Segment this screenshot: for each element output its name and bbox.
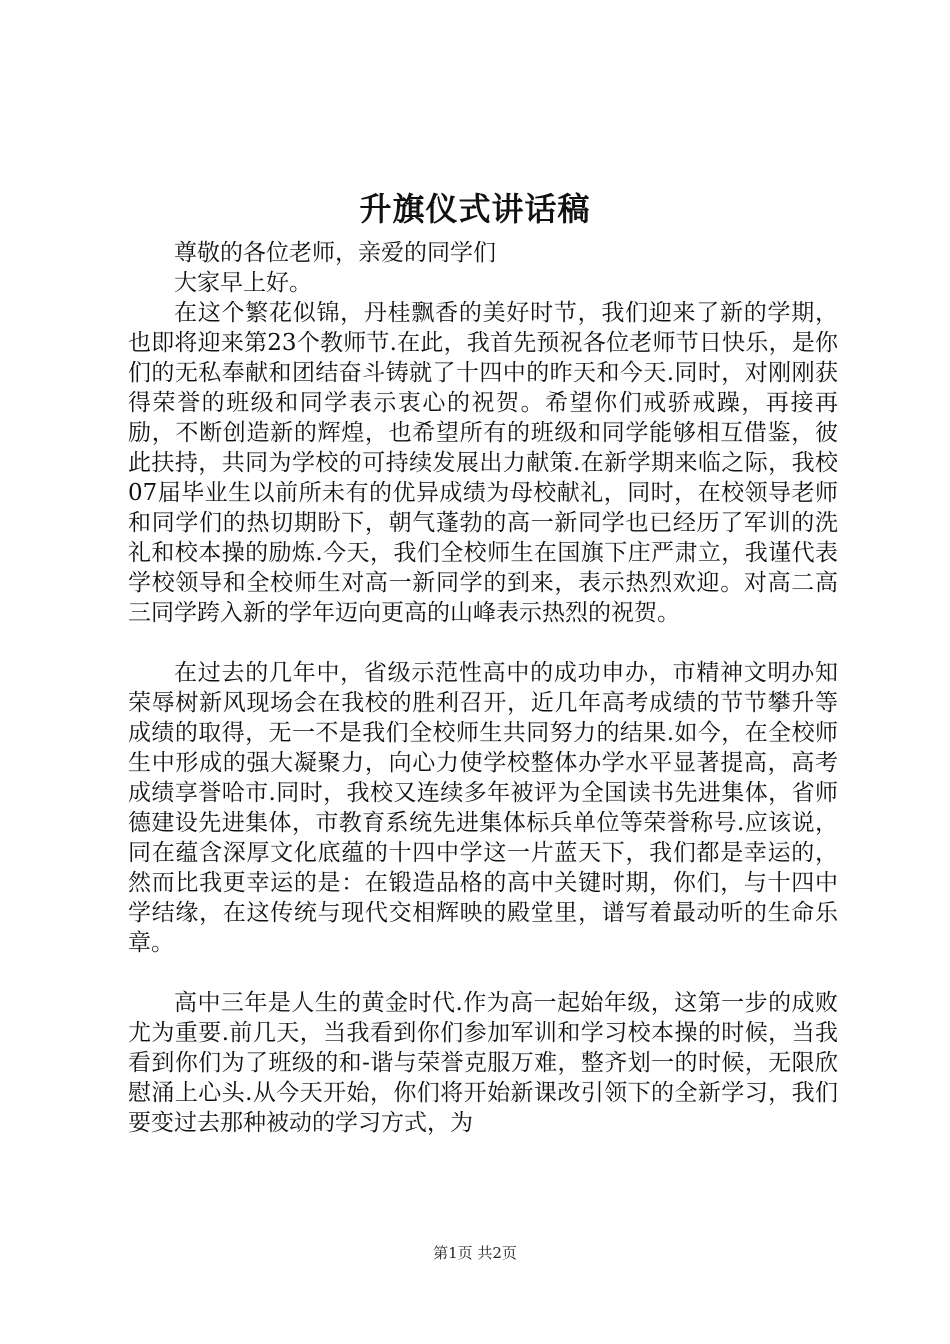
document-body bbox=[128, 238, 838, 1138]
page-footer: 第1页 共2页 bbox=[433, 1244, 517, 1262]
greeting: 大家早上好。 bbox=[174, 270, 312, 296]
salutation: 尊敬的各位老师，亲爱的同学们 bbox=[174, 240, 496, 266]
paragraph-2: 在过去的几年中，省级示范性高中的成功申办，市精神文明办知荣辱树新风现场会在我校的胜利召开，近几年高考成绩的节节攀升等成绩的取得，无一不是我们全校师生共同努力的结果.如今，在全校师生中形成的强大凝聚力，向心力使学校整体办学水平显著提高，高考成绩享誉哈市.同时，我校又连续多年被评为全国读书先进集体，省师德建设先进集体，市教育系统先进集体标兵单位等荣誉称号.应该说，同在蕴含深厚文化底蕴的十四中学这一片蓝天下，我们都是幸运的，然而比我更幸运的是：在锻造品格的高中关键时期，你们，与十四中学结缘，在这传统与现代交相辉映的殿堂里，谱写着最动听的生命乐章。 bbox=[128, 660, 838, 956]
paragraph-3: 高中三年是人生的黄金时代.作为高一起始年级，这第一步的成败尤为重要.前几天，当我看到你们参加军训和学习校本操的时候，当我看到你们为了班级的和-谐与荣誉克服万难，整齐划一的时候，无限欣慰涌上心头.从今天开始，你们将开始新课改引领下的全新学习，我们要变过去那种被动的学习方式，为 bbox=[128, 990, 838, 1136]
paragraph-1: 在这个繁花似锦，丹桂飘香的美好时节，我们迎来了新的学期，也即将迎来第23个教师节.在此，我首先预祝各位老师节日快乐，是你们的无私奉献和团结奋斗铸就了十四中的昨天和今天.同时，对刚刚获得荣誉的班级和同学表示衷心的祝贺。希望你们戒骄戒躁，再接再励，不断创造新的辉煌，也希望所有的班级和同学能够相互借鉴，彼此扶持，共同为学校的可持续发展出力献策.在新学期来临之际，我校07届毕业生以前所未有的优异成绩为母校献礼，同时，在校领导老师和同学们的热切期盼下，朝气蓬勃的高一新同学也已经历了军训的洗礼和校本操的励炼.今天，我们全校师生在国旗下庄严肃立，我谨代表学校领导和全校师生对高一新同学的到来，表示热烈欢迎。对高二高三同学跨入新的学年迈向更高的山峰表示热烈的祝贺。 bbox=[128, 300, 838, 626]
document-title: 升旗仪式讲话稿 bbox=[359, 190, 591, 228]
